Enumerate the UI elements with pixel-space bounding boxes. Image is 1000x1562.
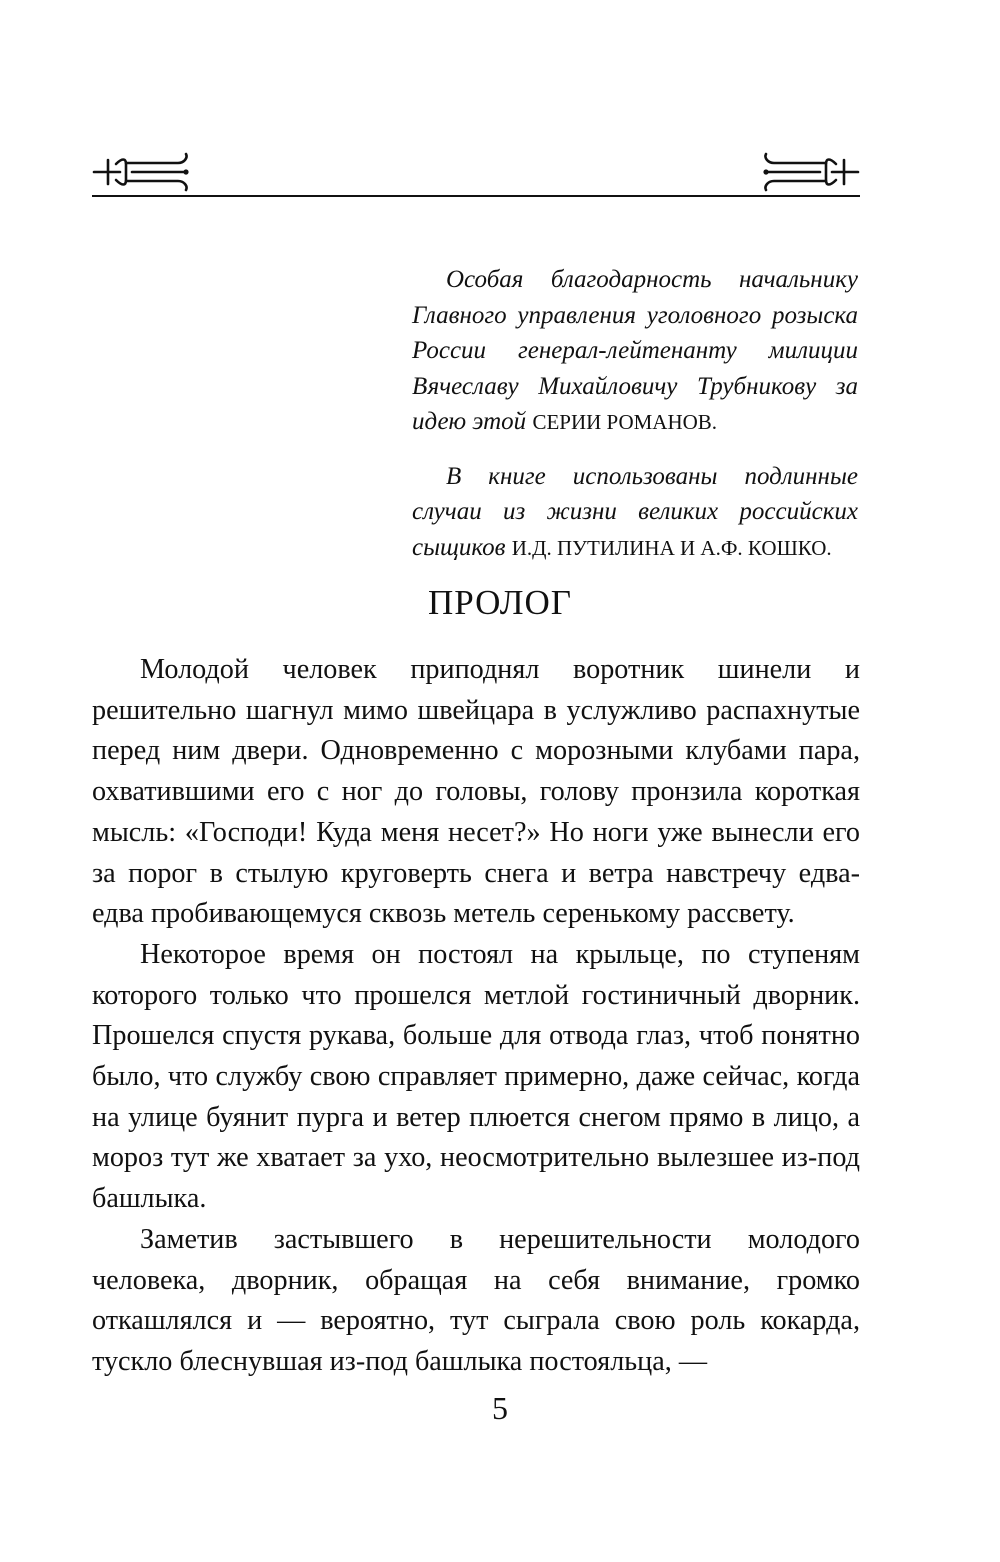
page-number: 5 bbox=[492, 1390, 508, 1426]
body-text bbox=[92, 650, 860, 1383]
header-ornaments bbox=[92, 140, 860, 200]
body-paragraph: Некоторое время он постоял на крыльце, по ступеням которого только что прошелся метлой гостиничный дворник. Прошелся спустя рукава, больше для отвода глаз, чтоб понятно было, что службу свою справляет примерно, даже сейчас, когда на улице буянит пурга и ветер плюется снегом прямо в лицо, а мороз тут же хватает за ухо, неосмотрительно вылезшее из-под башлыка. bbox=[92, 938, 860, 1215]
epigraph-text: В книге использованы подлинные случаи из жизни великих российских сыщиков bbox=[412, 462, 858, 561]
epigraph-caps: И.Д. ПУТИЛИНА И А.Ф. КОШКО. bbox=[511, 535, 832, 560]
scroll-flourish-right-icon bbox=[760, 150, 860, 194]
chapter-title: ПРОЛОГ bbox=[428, 583, 572, 622]
epigraph-text: Особая благодарность начальнику Главного управления уголовного розыска России генерал-лейтенанту милиции Вячеславу Михайловичу Трубникову за идею этой bbox=[412, 266, 858, 435]
epigraph bbox=[412, 262, 858, 584]
body-paragraph: Заметив застывшего в нерешительности молодого человека, дворник, обращая на себя внимание, громко откашлялся и — вероятно, тут сыграла свою роль кокарда, тускло блеснувшая из-под башлыка постояльца, — bbox=[92, 1223, 860, 1377]
epigraph-paragraph bbox=[412, 459, 858, 567]
header-rule bbox=[92, 195, 860, 197]
epigraph-caps: СЕРИИ РОМАНОВ. bbox=[532, 410, 718, 434]
body-paragraph: Молодой человек приподнял воротник шинели и решительно шагнул мимо швейцара в услужливо распахнутые перед ним двери. Одновременно с морозными клубами пара, охватившими его с ног до головы, голову пронзила короткая мысль: «Господи! Куда меня несет?» Но ноги уже вынесли его за порог в стылую круговерть снега и ветра навстречу едва-едва пробивающемуся сквозь метель серенькому рассвету. bbox=[92, 654, 860, 930]
epigraph-paragraph bbox=[412, 262, 858, 441]
scroll-flourish-left-icon bbox=[92, 150, 192, 194]
